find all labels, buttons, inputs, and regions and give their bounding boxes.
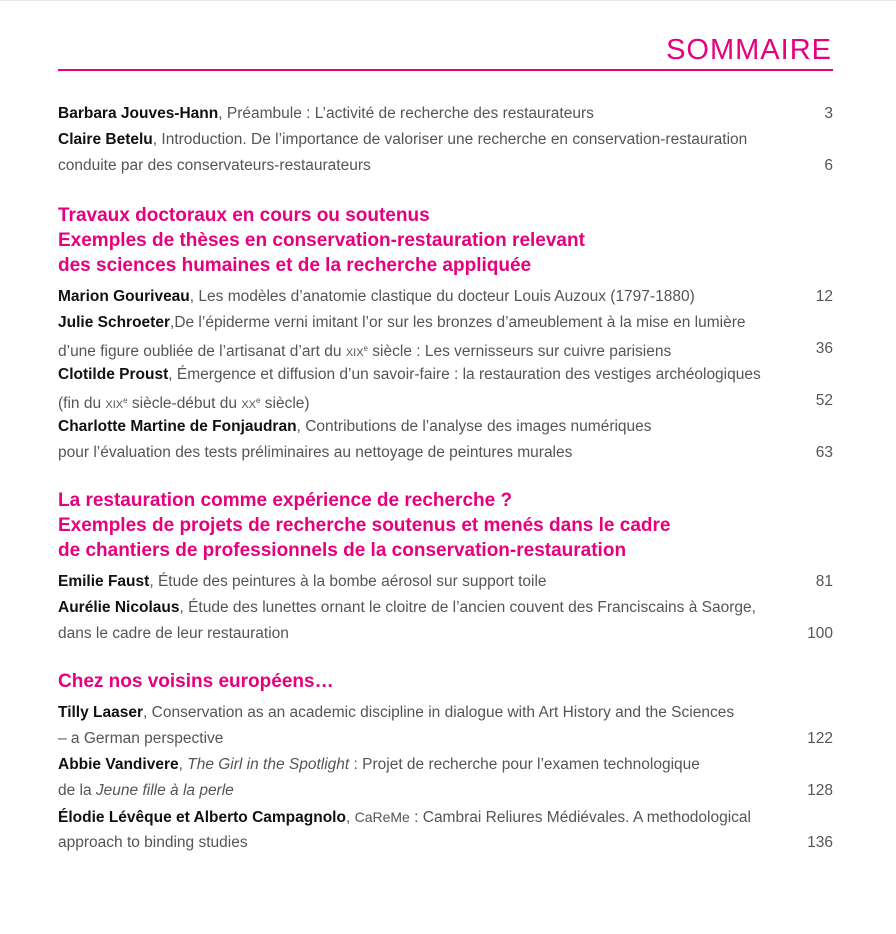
century-superscript: e: [363, 344, 368, 353]
toc-line: Julie Schroeter,De l’épiderme verni imitant l’or sur les bronzes d’ameublement à la mise en lumière: [58, 314, 746, 331]
toc-line: [58, 778, 833, 804]
entry-title: : Cambrai Reliures Médiévales. A methodological: [409, 809, 751, 826]
section-heading-line: des sciences humaines et de la recherche appliquée: [58, 255, 532, 276]
entry-author: Tilly Laaser: [58, 704, 144, 721]
entry-title-cont: approach to binding studies: [58, 834, 248, 851]
toc-line: [58, 726, 833, 752]
page-number: 128: [807, 782, 833, 799]
section-heading: [58, 203, 833, 278]
toc-entry: [58, 127, 833, 179]
section-heading-line: Exemples de thèses en conservation-restauration relevant: [58, 230, 585, 251]
toc-line: [58, 153, 833, 179]
section-heading-line: Travaux doctoraux en cours ou soutenus: [58, 205, 430, 226]
entry-title-cont: de la: [58, 782, 96, 799]
toc-line: [58, 440, 833, 466]
page-number: 6: [824, 157, 833, 174]
entry-acronym: CaReMe: [354, 809, 410, 825]
section-heading: [58, 488, 833, 563]
toc-line: Claire Betelu, Introduction. De l’importance de valoriser une recherche en conservation-restauration: [58, 131, 748, 148]
page-number: 12: [815, 288, 833, 305]
section-heading-line: Exemples de projets de recherche soutenus et menés dans le cadre: [58, 515, 671, 536]
section-heading-line: de chantiers de professionnels de la conservation-restauration: [58, 540, 627, 561]
century-numeral: XIX: [345, 347, 364, 359]
entry-title: Étude des lunettes ornant le cloitre de l’ancien couvent des Franciscains à Saorge,: [188, 599, 756, 616]
toc-line: [58, 830, 833, 856]
page-number: 136: [807, 834, 833, 851]
toc-line: Tilly Laaser, Conservation as an academic discipline in dialogue with Art History and the Sciences: [58, 704, 735, 721]
entry-title-italic: Jeune fille à la perle: [95, 782, 234, 799]
table-of-contents: [58, 101, 833, 856]
page-number: 81: [815, 573, 833, 590]
entry-title: Émergence et diffusion d’un savoir-faire : la restauration des vestiges archéologiques: [176, 366, 761, 383]
toc-line: [58, 336, 833, 362]
entry-title-cont: conduite par des conservateurs-restaurateurs: [58, 157, 371, 174]
page-number: 100: [807, 625, 833, 642]
toc-entry: [58, 284, 833, 310]
entry-author: Abbie Vandivere: [58, 756, 179, 773]
entry-title: : Projet de recherche pour l’examen technologique: [349, 756, 700, 773]
entry-title: Contributions de l’analyse des images numériques: [305, 418, 652, 435]
entry-title: Préambule : L’activité de recherche des restaurateurs: [226, 105, 594, 122]
title-rule: [58, 69, 833, 71]
toc-entry: [58, 595, 833, 647]
entry-author: Clotilde Proust: [58, 366, 169, 383]
entry-author: Julie Schroeter: [58, 314, 170, 331]
toc-line: [58, 621, 833, 647]
century-superscript: e: [256, 396, 261, 405]
entry-author: Aurélie Nicolaus: [58, 599, 180, 616]
entry-title-cont: dans le cadre de leur restauration: [58, 625, 289, 642]
toc-entry: [58, 569, 833, 595]
toc-entry: [58, 700, 833, 752]
entry-author: Élodie Lévêque et Alberto Campagnolo: [58, 809, 346, 826]
entry-title-cont: (fin du: [58, 395, 102, 412]
entry-title-tail: siècle): [260, 395, 310, 412]
page-number: 3: [824, 105, 833, 122]
page-number: 36: [815, 340, 833, 357]
toc-line: Clotilde Proust, Émergence et diffusion d’un savoir-faire : la restauration des vestiges archéologiques: [58, 366, 761, 383]
page-number: 122: [807, 730, 833, 747]
toc-line: Emilie Faust, Étude des peintures à la bombe aérosol sur support toile 81: [58, 569, 833, 595]
entry-author: Barbara Jouves-Hann: [58, 105, 219, 122]
toc-entry: [58, 752, 833, 804]
entry-title: Étude des peintures à la bombe aérosol sur support toile: [157, 573, 547, 590]
entry-title: Introduction. De l’importance de valoriser une recherche en conservation-restauration: [161, 131, 748, 148]
toc-line: Charlotte Martine de Fonjaudran, Contributions de l’analyse des images numériques: [58, 418, 652, 435]
toc-entry: [58, 414, 833, 466]
entry-title: Les modèles d’anatomie clastique du docteur Louis Auzoux (1797-1880): [198, 288, 695, 305]
toc-line: Marion Gouriveau, Les modèles d’anatomie clastique du docteur Louis Auzoux (1797-1880) 12: [58, 284, 833, 310]
section-heading: [58, 669, 833, 694]
entry-title-tail: siècle : Les vernisseurs sur cuivre parisiens: [368, 343, 672, 360]
entry-author: Emilie Faust: [58, 573, 150, 590]
entry-title-cont: – a German perspective: [58, 730, 224, 747]
entry-title: Conservation as an academic discipline in dialogue with Art History and the Sciences: [151, 704, 735, 721]
century-numeral: XIX: [105, 399, 124, 411]
section-heading-line: La restauration comme expérience de recherche ?: [58, 490, 513, 511]
toc-line: Aurélie Nicolaus, Étude des lunettes ornant le cloitre de l’ancien couvent des Franciscains à Saorge,: [58, 599, 756, 616]
entry-title: De l’épiderme verni imitant l’or sur les bronzes d’ameublement à la mise en lumière: [174, 314, 746, 331]
toc-entry: [58, 310, 833, 362]
entry-author: Marion Gouriveau: [58, 288, 190, 305]
toc-line: Élodie Lévêque et Alberto Campagnolo, CaReMe : Cambrai Reliures Médiévales. A methodological: [58, 809, 751, 826]
toc-line: Abbie Vandivere, The Girl in the Spotlight : Projet de recherche pour l’examen technologique: [58, 756, 700, 773]
entry-author: Claire Betelu: [58, 131, 153, 148]
entry-author: Charlotte Martine de Fonjaudran: [58, 418, 297, 435]
page-title: SOMMAIRE: [666, 34, 832, 66]
toc-line: [58, 388, 833, 414]
entry-title-cont: pour l’évaluation des tests préliminaires au nettoyage de peintures murales: [58, 444, 573, 461]
page-number: 52: [815, 392, 833, 409]
toc-entry: [58, 804, 833, 856]
top-divider: [0, 0, 896, 1]
entry-title-mid: siècle-début du: [127, 395, 242, 412]
entry-title-italic: The Girl in the Spotlight: [187, 756, 350, 773]
page-number: 63: [815, 444, 833, 461]
century-numeral: XX: [241, 399, 257, 411]
century-superscript: e: [123, 396, 128, 405]
entry-title-cont: d’une figure oubliée de l’artisanat d’art du: [58, 343, 342, 360]
section-heading-line: Chez nos voisins européens…: [58, 671, 334, 692]
toc-entry: [58, 101, 833, 127]
toc-line: Barbara Jouves-Hann, Préambule : L’activité de recherche des restaurateurs 3: [58, 101, 833, 127]
toc-entry: [58, 362, 833, 414]
